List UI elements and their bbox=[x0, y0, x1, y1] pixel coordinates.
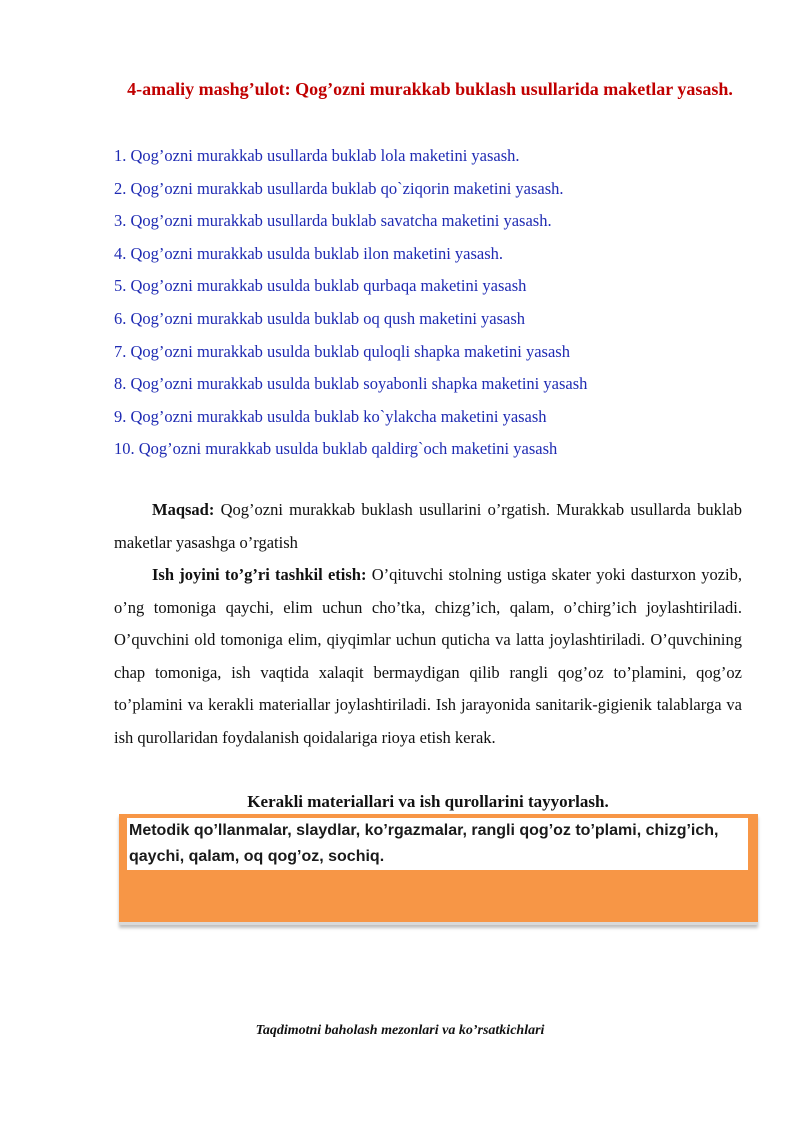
task-list bbox=[114, 140, 587, 466]
task-item: 4. Qog’ozni murakkab usulda buklab ilon maketini yasash. bbox=[114, 243, 504, 263]
materials-text: Metodik qo’llanmalar, slaydlar, ko’rgazmalar, rangli qog’oz to’plami, chizg’ich, qaychi, qalam, oq qog’oz, sochiq. bbox=[127, 818, 748, 870]
goal-paragraph bbox=[114, 494, 742, 559]
task-item: 5. Qog’ozni murakkab usulda buklab qurbaqa maketini yasash bbox=[114, 276, 527, 296]
task-item: 7. Qog’ozni murakkab usulda buklab quloqli shapka maketini yasash bbox=[114, 341, 570, 361]
materials-box bbox=[119, 814, 758, 925]
task-item: 6. Qog’ozni murakkab usulda buklab oq qush maketini yasash bbox=[114, 308, 526, 328]
workplace-label: Ish joyini to’g’ri tashkil etish: bbox=[152, 565, 367, 584]
workplace-paragraph bbox=[114, 559, 742, 755]
task-item: 9. Qog’ozni murakkab usulda buklab ko`ylakcha maketini yasash bbox=[114, 406, 547, 426]
task-item: 3. Qog’ozni murakkab usullarda buklab savatcha maketini yasash. bbox=[114, 211, 552, 231]
task-item: 2. Qog’ozni murakkab usullarda buklab qo`ziqorin maketini yasash. bbox=[114, 178, 564, 198]
goal-text: Qog’ozni murakkab buklash usullarini o’rgatish. Murakkab usullarda buklab maketlar yasashga o’rgatish bbox=[114, 500, 743, 552]
task-item: 8. Qog’ozni murakkab usulda buklab soyabonli shapka maketini yasash bbox=[114, 374, 588, 394]
task-item: 10. Qog’ozni murakkab usulda buklab qaldirg`och maketini yasash bbox=[114, 439, 558, 459]
page-title: 4-amaliy mashg’ulot: Qog’ozni murakkab buklash usullarida maketlar yasash. bbox=[127, 79, 733, 99]
goal-label: Maqsad: bbox=[152, 500, 215, 519]
footer-caption: Taqdimotni baholash mezonlari va ko’rsatkichlari bbox=[255, 1023, 545, 1038]
materials-heading: Kerakli materiallari va ish qurollarini tayyorlash. bbox=[247, 792, 609, 811]
workplace-text: O’qituvchi stolning ustiga skater yoki dasturxon yozib, o’ng tomoniga qaychi, elim uchun cho’tka, chizg’ich, qalam, o’chirg’ich joylashtiriladi. O’quvchini old tomoniga elim, qiyqimlar uchun quticha va latta joylashtiriladi. O’quvchining chap tomoniga, ish vaqtida xalaqit bermaydigan qilib rangli qog’oz to’plamini, qog’oz to’plamini va kerakli materiallar joylashtiriladi. Ish jarayonida sanitarik-gigienik talablarga va ish qurollaridan foydalanish qoidalariga rioya etish kerak. bbox=[114, 565, 742, 747]
task-item: 1. Qog’ozni murakkab usullarda buklab lola maketini yasash. bbox=[114, 146, 520, 165]
